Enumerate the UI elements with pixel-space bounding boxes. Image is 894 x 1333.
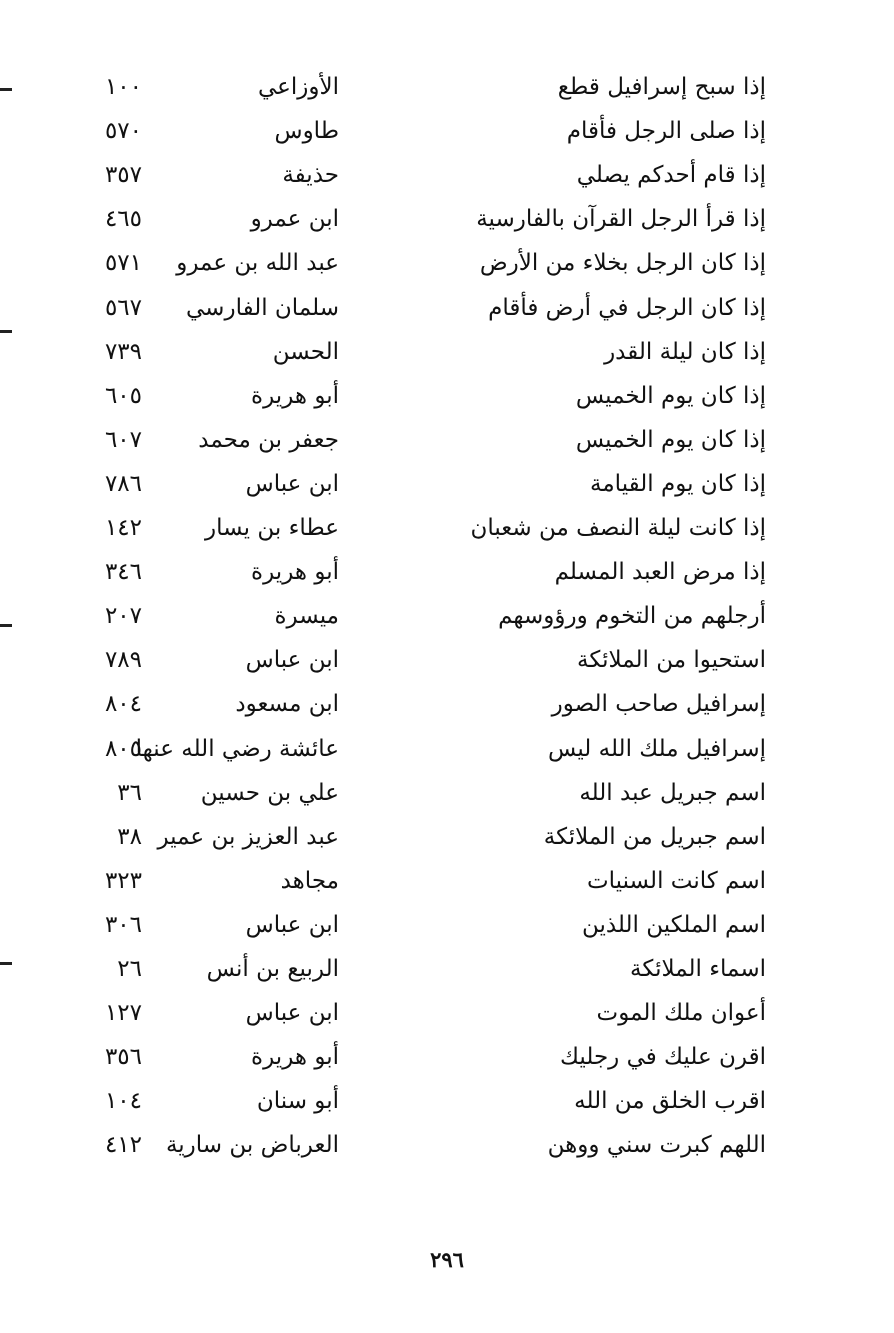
narrator: أبو هريرة bbox=[251, 559, 339, 586]
index-row bbox=[0, 778, 894, 822]
narrator: عبد الله بن عمرو bbox=[176, 250, 339, 277]
hadith-incipit: إذا كانت ليلة النصف من شعبان bbox=[470, 515, 766, 541]
page-reference: ٣٥٦ bbox=[104, 1044, 142, 1071]
narrator: الربيع بن أنس bbox=[206, 956, 339, 982]
hadith-incipit: اقرب الخلق من الله bbox=[574, 1088, 766, 1115]
page-reference: ٣٥٧ bbox=[104, 162, 142, 189]
hadith-incipit: اقرن عليك في رجليك bbox=[560, 1044, 766, 1071]
index-row bbox=[0, 910, 894, 954]
narrator: جعفر بن محمد bbox=[198, 426, 339, 453]
narrator: الحسن bbox=[272, 338, 339, 365]
page-reference: ٣٤٦ bbox=[104, 559, 142, 586]
hadith-incipit: إذا كان الرجل بخلاء من الأرض bbox=[479, 250, 766, 277]
index-row bbox=[0, 557, 894, 601]
page-reference: ٢٦ bbox=[117, 956, 142, 982]
page-reference: ٨٠٤ bbox=[104, 691, 142, 718]
page-reference: ٤١٢ bbox=[104, 1132, 142, 1159]
hadith-incipit: إسرافيل صاحب الصور bbox=[551, 691, 766, 718]
narrator: الأوزاعي bbox=[257, 74, 339, 100]
index-row bbox=[0, 248, 894, 292]
index-row bbox=[0, 469, 894, 513]
page-reference: ٥٦٧ bbox=[104, 294, 142, 321]
narrator: مجاهد bbox=[280, 867, 339, 894]
page-reference: ٣٢٣ bbox=[104, 867, 142, 894]
hadith-incipit: اسم جبريل عبد الله bbox=[579, 779, 766, 806]
narrator: أبو سنان bbox=[256, 1088, 339, 1115]
narrator: عطاء بن يسار bbox=[205, 515, 339, 541]
narrator: علي بن حسين bbox=[200, 779, 339, 806]
hadith-incipit: إذا سبح إسرافيل قطع bbox=[557, 74, 766, 100]
hadith-incipit: إسرافيل ملك الله ليس bbox=[548, 735, 766, 762]
hadith-incipit: أرجلهم من التخوم ورؤوسهم bbox=[498, 603, 766, 630]
page-reference: ١٤٢ bbox=[104, 515, 142, 541]
hadith-incipit: اسم كانت السنيات bbox=[587, 867, 766, 894]
page-reference: ٦٠٧ bbox=[104, 426, 142, 453]
page-reference: ٦٠٥ bbox=[104, 382, 142, 409]
narrator: ابن عمرو bbox=[250, 206, 339, 233]
index-row bbox=[0, 337, 894, 381]
narrator: حذيفة bbox=[282, 162, 339, 189]
hadith-incipit: إذا كان ليلة القدر bbox=[604, 338, 766, 365]
index-row bbox=[0, 160, 894, 204]
narrator: سلمان الفارسي bbox=[186, 294, 339, 321]
hadith-incipit: إذا مرض العبد المسلم bbox=[554, 559, 766, 586]
hadith-incipit: إذا قرأ الرجل القرآن بالفارسية bbox=[476, 206, 766, 233]
narrator: ابن مسعود bbox=[235, 691, 339, 718]
hadith-incipit: اسماء الملائكة bbox=[630, 956, 766, 982]
index-row bbox=[0, 72, 894, 116]
hadith-incipit: إذا قام أحدكم يصلي bbox=[576, 162, 766, 189]
binding-mark bbox=[0, 624, 12, 627]
index-row bbox=[0, 734, 894, 778]
index-row bbox=[0, 645, 894, 689]
hadith-incipit: اللهم كبرت سني ووهن bbox=[547, 1132, 766, 1159]
narrator: أبو هريرة bbox=[251, 382, 339, 409]
narrator: ميسرة bbox=[274, 603, 339, 630]
narrator: طاوس bbox=[274, 118, 339, 145]
page-reference: ٥٧١ bbox=[104, 250, 142, 277]
index-row bbox=[0, 293, 894, 337]
narrator: أبو هريرة bbox=[251, 1044, 339, 1071]
narrator: ابن عباس bbox=[245, 911, 339, 938]
index-row bbox=[0, 601, 894, 645]
page-reference: ٨٠٥ bbox=[104, 735, 142, 762]
hadith-incipit: أعوان ملك الموت bbox=[596, 1000, 766, 1027]
index-row bbox=[0, 689, 894, 733]
narrator: ابن عباس bbox=[245, 470, 339, 497]
hadith-incipit: إذا كان الرجل في أرض فأقام bbox=[488, 294, 766, 321]
binding-mark bbox=[0, 88, 12, 91]
narrator: عائشة رضي الله عنها bbox=[135, 735, 339, 762]
page-reference: ٣٨ bbox=[117, 823, 142, 850]
hadith-incipit: إذا كان يوم القيامة bbox=[590, 470, 766, 497]
page-reference: ٣٦ bbox=[117, 779, 142, 806]
page-reference: ٤٦٥ bbox=[104, 206, 142, 233]
narrator: ابن عباس bbox=[245, 647, 339, 674]
hadith-incipit: اسم الملكين اللذين bbox=[581, 911, 766, 938]
index-row bbox=[0, 1086, 894, 1130]
page-reference: ٧٨٦ bbox=[104, 470, 142, 497]
page-reference: ٧٨٩ bbox=[104, 647, 142, 674]
page-reference: ٥٧٠ bbox=[104, 118, 142, 145]
page-reference: ٧٣٩ bbox=[104, 338, 142, 365]
hadith-incipit: إذا كان يوم الخميس bbox=[575, 382, 766, 409]
index-row bbox=[0, 998, 894, 1042]
page-reference: ١٢٧ bbox=[104, 1000, 142, 1027]
page-number: ٢٩٦ bbox=[430, 1247, 464, 1272]
hadith-incipit: إذا صلى الرجل فأقام bbox=[566, 118, 766, 145]
index-row bbox=[0, 513, 894, 557]
index-row bbox=[0, 1130, 894, 1174]
page-reference: ١٠٠ bbox=[104, 74, 142, 100]
index-row bbox=[0, 425, 894, 469]
index-row bbox=[0, 204, 894, 248]
page-reference: ٣٠٦ bbox=[104, 911, 142, 938]
page-reference: ١٠٤ bbox=[104, 1088, 142, 1115]
index-row bbox=[0, 381, 894, 425]
index-row bbox=[0, 866, 894, 910]
index-row bbox=[0, 1042, 894, 1086]
index-row bbox=[0, 954, 894, 998]
index-row bbox=[0, 116, 894, 160]
binding-mark bbox=[0, 330, 12, 333]
hadith-incipit: إذا كان يوم الخميس bbox=[575, 426, 766, 453]
narrator: العرباض بن سارية bbox=[165, 1132, 339, 1159]
narrator: عبد العزيز بن عمير bbox=[157, 823, 339, 850]
binding-mark bbox=[0, 962, 12, 965]
index-row bbox=[0, 822, 894, 866]
page-reference: ٢٠٧ bbox=[104, 603, 142, 630]
hadith-incipit: استحيوا من الملائكة bbox=[577, 647, 766, 674]
narrator: ابن عباس bbox=[245, 1000, 339, 1027]
hadith-incipit: اسم جبريل من الملائكة bbox=[543, 823, 766, 850]
